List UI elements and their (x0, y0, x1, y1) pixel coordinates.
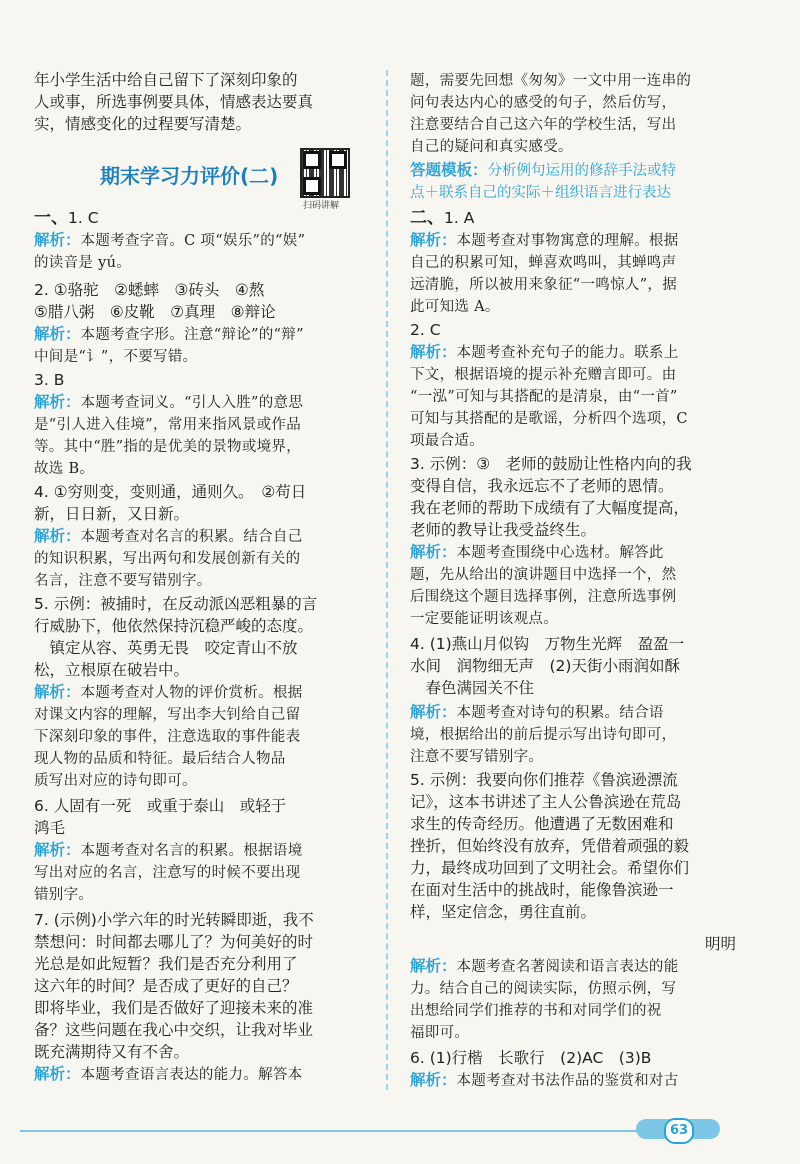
line-text: 记》，这本书讲述了主人公鲁滨逊在荒岛 (410, 793, 682, 811)
line-text: 2. ①骆驼 ②蟋蟀 ③砖头 ④熬 (34, 281, 265, 299)
line-text: 名言，注意不要写错别字。 (34, 573, 212, 589)
explanation-line (34, 436, 366, 457)
line-text: 本题考查字形。注意“辩论”的“辩” (80, 327, 304, 343)
explanation-line (410, 1000, 736, 1021)
text-line (34, 114, 366, 134)
line-text: 一定要能证明该观点。 (410, 611, 558, 627)
line-text: 1. C (68, 209, 99, 227)
explanation-line (410, 1022, 736, 1043)
answer-line (34, 302, 366, 322)
line-text: 5. 示例：被捕时，在反动派凶恶粗暴的言 (34, 595, 318, 613)
line-text: 下文，根据语境的提示补充赠言即可。由 (410, 367, 677, 383)
line-text: 本题考查对书法作品的鉴赏和对古 (456, 1073, 679, 1089)
answer-line (410, 454, 736, 474)
line-text: 点＋联系自己的实际＋组织语言进行表达 (410, 185, 671, 201)
answer-line (34, 910, 366, 930)
line-text: 可知与其搭配的是歌谣，分析四个选项，C (410, 411, 688, 427)
line-text: 备？这些问题在我心中交织，让我对毕业 (34, 1021, 314, 1039)
answer-line (410, 498, 736, 518)
answer-line (410, 902, 736, 922)
explanation-line (34, 548, 366, 569)
template-label: 答题模板 (410, 161, 473, 179)
explanation-line (410, 586, 736, 607)
line-text: 4. ①穷则变，变则通，通则久。 ②苟日 (34, 483, 307, 501)
explanation-line (410, 92, 736, 113)
answer-line (34, 208, 366, 228)
line-text: 本题考查对名言的积累。根据语境 (80, 843, 303, 859)
answer-line (34, 818, 366, 838)
line-text: 错别字。 (34, 887, 94, 903)
answer-line (410, 678, 736, 698)
explanation-line: 解析：本题考查补充句子的能力。联系上 (410, 343, 679, 361)
explanation-line (34, 570, 366, 591)
line-text: 本题考查补充句子的能力。联系上 (456, 345, 679, 361)
line-text: 这六年的时间？是否成了更好的自己？ (34, 977, 298, 995)
answer-line (410, 770, 736, 790)
explanation-line (34, 748, 366, 769)
line-text: 出想给同学们推荐的书和对同学们的祝 (410, 1003, 662, 1019)
line-text: 5. 示例：我要向你们推荐《鲁滨逊漂流 (410, 771, 678, 789)
line-text: 力，最终成功回到了文明社会。希望你们 (410, 859, 690, 877)
line-text: 禁想问：时间都去哪儿了？为何美好的时 (34, 933, 314, 951)
explanation-label: 解析 (410, 231, 442, 249)
text-line (34, 70, 366, 90)
line-text: 后围绕这个题目选择事例，注意所选事例 (410, 589, 677, 605)
column-divider (386, 70, 388, 1090)
answer-line (34, 954, 366, 974)
explanation-line: 解析：本题考查对人物的评价赏析。根据 (34, 683, 303, 701)
line-text: ⑤腊八粥 ⑥皮靴 ⑦真理 ⑧辩论 (34, 303, 276, 321)
line-text: 本题考查对诗句的积累。结合语 (456, 705, 664, 721)
page-number: 63 (664, 1118, 694, 1144)
line-text: 鸿毛 (34, 819, 66, 837)
explanation-label: 解析 (34, 683, 66, 701)
explanation-line: 解析：本题考查对名言的积累。根据语境 (34, 841, 303, 859)
explanation-label: 解析 (34, 325, 66, 343)
explanation-line (410, 386, 736, 407)
line-text: 题，先从给出的演讲题目中选择一个，然 (410, 567, 677, 583)
line-text: 4. (1)燕山月似钩 万物生光辉 盈盈一 (410, 635, 685, 653)
line-text: 松，立根原在破岩中。 (34, 661, 190, 679)
answer-line (34, 616, 366, 636)
line-text: 本题考查字音。C 项“娱乐”的“娱” (80, 233, 306, 249)
answer-line (34, 998, 366, 1018)
answer-line (410, 656, 736, 676)
line-text: 等。其中“胜”指的是优美的景物或境界， (34, 439, 302, 455)
line-text: 行威胁下，他依然保持沉稳严峻的态度。 (34, 617, 314, 635)
explanation-line (34, 862, 366, 883)
answer-line (410, 520, 736, 540)
explanation-label: 解析 (34, 527, 66, 545)
line-text: 在面对生活中的挑战时，能像鲁滨逊一 (410, 881, 674, 899)
line-text: 样，坚定信念，勇往直前。 (410, 903, 597, 921)
signature-line (410, 934, 736, 954)
explanation-line (410, 136, 736, 157)
answer-line (34, 1020, 366, 1040)
line-text: 本题考查对人物的评价赏析。根据 (80, 685, 303, 701)
explanation-line (34, 770, 366, 791)
explanation-line (410, 70, 736, 91)
answer-line (410, 792, 736, 812)
line-text: 福即可。 (410, 1025, 470, 1041)
explanation-line: 解析：本题考查字形。注意“辩论”的“辩” (34, 325, 304, 343)
answer-line (34, 976, 366, 996)
line-text: “一泓”可知与其搭配的是清泉，由“一首” (410, 389, 678, 405)
explanation-line (34, 252, 366, 273)
answer-line (34, 1042, 366, 1062)
line-text: 1. A (444, 209, 475, 227)
line-text: 本题考查词义。“引人入胜”的意思 (80, 395, 304, 411)
explanation-line: 解析：本题考查对事物寓意的理解。根据 (410, 231, 679, 249)
section-title: 期末学习力评价(二) (100, 164, 279, 188)
line-text: 现人物的品质和特征。最后结合人物品 (34, 751, 286, 767)
explanation-line (34, 414, 366, 435)
answer-line (34, 280, 366, 300)
qr-code-icon[interactable] (300, 148, 350, 198)
explanation-line: 解析：本题考查字音。C 项“娱乐”的“娱” (34, 231, 306, 249)
line-text: 本题考查语言表达的能力。解答本 (80, 1067, 303, 1083)
explanation-line (410, 564, 736, 585)
answer-line (410, 634, 736, 654)
line-text: 3. 示例：③ 老师的鼓励让性格内向的我 (410, 455, 692, 473)
line-text: 题，需要先回想《匆匆》一文中用一连串的 (410, 73, 692, 89)
explanation-label: 解析 (34, 1065, 66, 1083)
line-text: 自己的积累可知，蝉喜欢鸣叫，其蝉鸣声 (410, 255, 677, 271)
line-text: 6. 人固有一死 或重于泰山 或轻于 (34, 797, 287, 815)
line-text: 此可知选 A。 (410, 299, 500, 315)
line-text: 写出对应的名言，注意写的时候不要出现 (34, 865, 301, 881)
line-text: 既充满期待又有不舍。 (34, 1043, 190, 1061)
explanation-label: 解析 (34, 841, 66, 859)
answer-line (410, 320, 736, 340)
line-text: 下深刻印象的事件，注意选取的事件能表 (34, 729, 301, 745)
explanation-label: 解析 (410, 703, 442, 721)
answer-line (34, 482, 366, 502)
explanation-label: 解析 (34, 231, 66, 249)
explanation-line (34, 346, 366, 367)
answer-line (34, 594, 366, 614)
answer-line (34, 660, 366, 680)
line-text: 挫折，但始终没有放弃，凭借着顽强的毅 (410, 837, 690, 855)
line-text: 即将毕业，我们是否做好了迎接未来的准 (34, 999, 314, 1017)
line-text: 对课文内容的理解，写出李大钊给自己留 (34, 707, 301, 723)
answer-line (34, 370, 366, 390)
explanation-label: 解析 (410, 543, 442, 561)
template-line: 答题模板：分析例句运用的修辞手法或特 (410, 161, 677, 179)
explanation-label: 解析 (34, 393, 66, 411)
line-text: 新，日日新，又日新。 (34, 505, 190, 523)
line-text: 是“引人进入佳境”，常用来指风景或作品 (34, 417, 302, 433)
explanation-line (34, 726, 366, 747)
explanation-label: 解析 (410, 343, 442, 361)
line-text: 镇定从容、英勇无畏 咬定青山不放 (34, 639, 298, 657)
answer-line (34, 504, 366, 524)
line-text: 光总是如此短暂？我们是否充分利用了 (34, 955, 298, 973)
explanation-line (410, 274, 736, 295)
line-text: 本题考查对名言的积累。结合自己 (80, 529, 303, 545)
line-text: 本题考查名著阅读和语言表达的能 (456, 959, 679, 975)
line-text: 3. B (34, 371, 65, 389)
explanation-line: 解析：本题考查名著阅读和语言表达的能 (410, 957, 679, 975)
text-line (34, 92, 366, 112)
line-text: 力。结合自己的阅读实际，仿照示例，写 (410, 981, 677, 997)
line-text: 自己的疑问和真实感受。 (410, 139, 573, 155)
explanation-line (410, 408, 736, 429)
answer-line (410, 836, 736, 856)
line-text: 变得自信，我永远忘不了老师的恩情。 (410, 477, 674, 495)
line-text: 中间是“讠”，不要写错。 (34, 349, 198, 365)
explanation-line (410, 608, 736, 629)
line-text: 求生的传奇经历。他遭遇了无数困难和 (410, 815, 674, 833)
line-text: 明明 (704, 935, 736, 953)
explanation-line: 解析：本题考查对书法作品的鉴赏和对古 (410, 1071, 679, 1089)
template-line (410, 182, 736, 203)
line-text: 注意不要写错别字。 (410, 749, 544, 765)
qr-caption: 扫码讲解 (303, 201, 340, 211)
line-text: 老师的教导让我受益终生。 (410, 521, 597, 539)
line-text: 的知识积累，写出两句和发展创新有关的 (34, 551, 301, 567)
line-text: 年小学生活中给自己留下了深刻印象的 (34, 71, 298, 89)
explanation-line (34, 458, 366, 479)
line-text: 远清脆，所以被用来象征“一鸣惊人”，据 (410, 277, 678, 293)
explanation-line: 解析：本题考查对诗句的积累。结合语 (410, 703, 664, 721)
explanation-line (410, 252, 736, 273)
explanation-line (410, 296, 736, 317)
explanation-line (410, 978, 736, 999)
line-text: 的读音是 yú。 (34, 255, 132, 271)
line-text: 问句表达内心的感受的句子，然后仿写， (410, 95, 677, 111)
line-text: 境，根据给出的前后提示写出诗句即可， (410, 727, 677, 743)
explanation-line (410, 364, 736, 385)
explanation-line (410, 724, 736, 745)
answer-line (410, 1048, 736, 1068)
answer-line (34, 796, 366, 816)
footer-rule (20, 1130, 640, 1132)
explanation-line (410, 746, 736, 767)
section-number: 二、 (410, 208, 444, 228)
answer-line (410, 476, 736, 496)
explanation-label: 解析 (410, 1071, 442, 1089)
explanation-line (34, 704, 366, 725)
line-text: 质写出对应的诗句即可。 (34, 773, 197, 789)
line-text: 故选 B。 (34, 461, 95, 477)
line-text: 分析例句运用的修辞手法或特 (487, 163, 677, 179)
answer-line (410, 880, 736, 900)
answer-line (410, 208, 736, 228)
answer-line (410, 814, 736, 834)
explanation-line: 解析：本题考查围绕中心选材。解答此 (410, 543, 664, 561)
line-text: 2. C (410, 321, 441, 339)
line-text: 6. (1)行楷 长歌行 (2)AC (3)B (410, 1049, 652, 1067)
explanation-label: 解析 (410, 957, 442, 975)
explanation-line: 解析：本题考查词义。“引人入胜”的意思 (34, 393, 304, 411)
explanation-line (410, 114, 736, 135)
line-text: 我在老师的帮助下成绩有了大幅度提高， (410, 499, 690, 517)
explanation-line: 解析：本题考查语言表达的能力。解答本 (34, 1065, 303, 1083)
answer-line (34, 638, 366, 658)
explanation-line (410, 430, 736, 451)
answer-line (410, 858, 736, 878)
answer-line (34, 932, 366, 952)
line-text: 实，情感变化的过程要写清楚。 (34, 115, 252, 133)
line-text: 7. (示例)小学六年的时光转瞬即逝，我不 (34, 911, 314, 929)
explanation-line: 解析：本题考查对名言的积累。结合自己 (34, 527, 303, 545)
line-text: 春色满园关不住 (410, 679, 535, 697)
explanation-line (34, 884, 366, 905)
line-text: 项最合适。 (410, 433, 484, 449)
line-text: 本题考查对事物寓意的理解。根据 (456, 233, 679, 249)
line-text: 水间 润物细无声 (2)天街小雨润如酥 (410, 657, 680, 675)
line-text: 本题考查围绕中心选材。解答此 (456, 545, 664, 561)
line-text: 人或事，所选事例要具体，情感表达要真 (34, 93, 314, 111)
line-text: 注意要结合自己这六年的学校生活，写出 (410, 117, 677, 133)
section-number: 一、 (34, 208, 68, 228)
